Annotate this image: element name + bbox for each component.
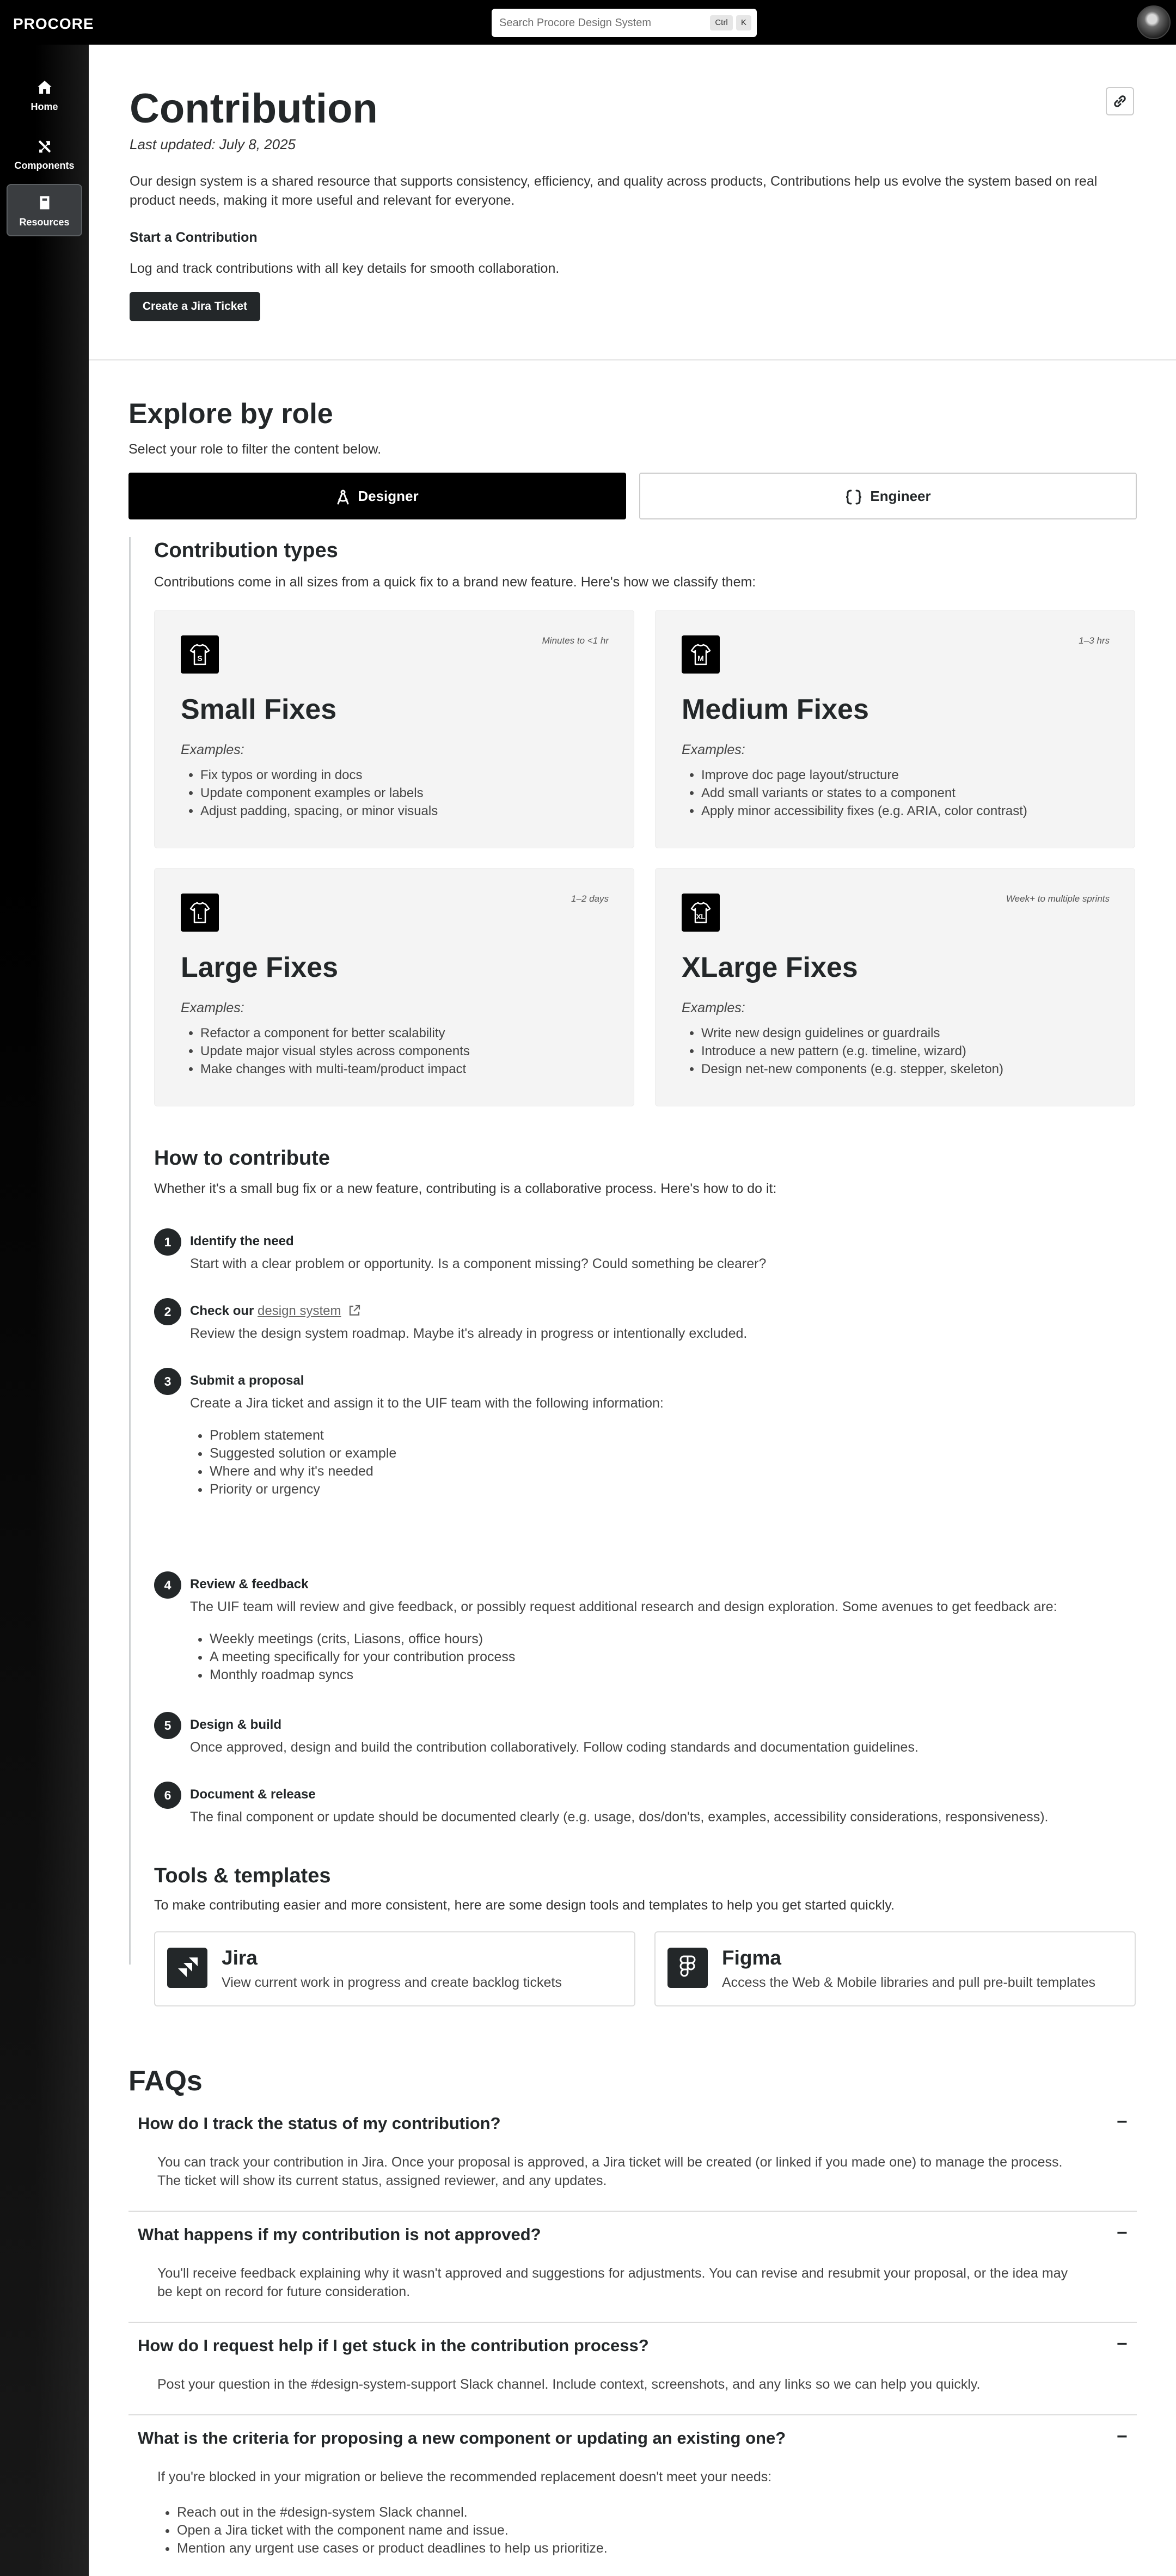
start-contribution-desc: Log and track contributions with all key details for smooth collaboration. <box>130 261 560 276</box>
examples-label: Examples: <box>181 1000 244 1015</box>
collapse-icon[interactable]: − <box>1117 2334 1128 2354</box>
faq-answer: You'll receive feedback explaining why it wasn't approved and suggestions for adjustments. You can revise and resubmit your proposal, or the idea may be kept on record for future consideration. <box>157 2266 1068 2299</box>
step-list <box>210 1427 396 1498</box>
role-tabs <box>128 473 1137 521</box>
tools-subtitle: To make contributing easier and more consistent, here are some design tools and templates to help you get started quickly. <box>154 1898 895 1913</box>
examples-list <box>200 766 438 820</box>
contribution-card-medium <box>655 610 1135 848</box>
step-number: 2 <box>154 1298 181 1325</box>
faq-divider <box>128 2414 1137 2415</box>
collapse-icon[interactable]: − <box>1117 2223 1128 2243</box>
list-item: • Weekly meetings (crits, Liasons, office hours) <box>210 1630 515 1648</box>
faq-divider <box>128 2322 1137 2323</box>
faq-question[interactable]: How do I track the status of my contribution? <box>138 2114 501 2133</box>
card-title: Large Fixes <box>181 952 339 983</box>
shirt-size-icon <box>682 635 720 674</box>
tools-heading: Tools & templates <box>154 1864 331 1887</box>
examples-list <box>200 1024 470 1078</box>
sidebar-item-label: Components <box>14 160 75 171</box>
sidebar-item-label: Home <box>30 101 58 112</box>
faq-answer: You can track your contribution in Jira. Once your proposal is approved, a Jira ticket will be created (or linked if you made one) to manage the process. The ticket will show its current status, assigned reviewer, and any updates. <box>157 2155 1063 2188</box>
page-title: Contribution <box>130 85 378 132</box>
step-number: 3 <box>154 1368 181 1395</box>
list-item: • Update component examples or labels <box>200 784 438 802</box>
tools-icon <box>35 137 54 156</box>
how-to-contribute-subtitle: Whether it's a small bug fix or a new feature, contributing is a collaborative process. Here's how to do it: <box>154 1181 777 1196</box>
step-desc: The final component or update should be documented clearly (e.g. usage, dos/don'ts, examples, accessibility considerations, responsiveness). <box>190 1809 1049 1825</box>
step-title-prefix: Check our <box>190 1304 254 1318</box>
shirt-size-icon <box>181 635 219 674</box>
list-item: • Make changes with multi-team/product impact <box>200 1060 470 1078</box>
create-jira-ticket-button[interactable]: Create a Jira Ticket <box>130 292 260 321</box>
tab-engineer[interactable] <box>639 473 1137 519</box>
time-estimate: 1–2 days <box>571 894 609 904</box>
tab-label: Engineer <box>870 488 931 504</box>
step-desc: The UIF team will review and give feedback, or possibly request additional research and design exploration. Some avenues to get feedback are: <box>190 1599 1057 1614</box>
step-title: Submit a proposal <box>190 1373 304 1388</box>
contribution-types-heading: Contribution types <box>154 539 338 562</box>
top-bar <box>0 0 1176 45</box>
faq-answer-list <box>177 2504 608 2557</box>
tool-card-jira[interactable] <box>154 1931 635 2006</box>
explore-heading: Explore by role <box>128 398 333 430</box>
list-item: • Fix typos or wording in docs <box>200 766 438 784</box>
shirt-size-icon <box>682 894 720 932</box>
step-title: Identify the need <box>190 1234 294 1249</box>
step-desc: Create a Jira ticket and assign it to the UIF team with the following information: <box>190 1396 664 1411</box>
tab-label: Designer <box>358 488 419 504</box>
last-updated: Last updated: July 8, 2025 <box>130 136 296 152</box>
examples-list <box>701 766 1027 820</box>
intro-text: Our design system is a shared resource that supports consistency, efficiency, and quality across products, Contributions help us evolve the system based on real product needs, making it more useful and relevant for everyone. <box>130 174 1098 208</box>
contribution-card-large <box>154 868 634 1106</box>
section-divider <box>89 359 1176 360</box>
book-icon <box>35 194 54 212</box>
sidebar-item-resources[interactable] <box>7 184 82 236</box>
step-title: Document & release <box>190 1787 316 1802</box>
card-title: Small Fixes <box>181 694 337 725</box>
examples-list <box>701 1024 1003 1078</box>
figma-icon <box>667 1948 708 1988</box>
contribution-types-subtitle: Contributions come in all sizes from a quick fix to a brand new feature. Here's how we classify them: <box>154 574 756 590</box>
list-item: • Update major visual styles across components <box>200 1042 470 1060</box>
time-estimate: Week+ to multiple sprints <box>1006 894 1110 904</box>
faq-answer: If you're blocked in your migration or believe the recommended replacement doesn't meet your needs: <box>157 2469 772 2485</box>
list-item: • Apply minor accessibility fixes (e.g. ARIA, color contrast) <box>701 802 1027 820</box>
examples-label: Examples: <box>181 742 244 757</box>
design-system-link[interactable]: design system <box>258 1304 341 1318</box>
sidebar-item-components[interactable] <box>7 129 82 181</box>
search-box[interactable] <box>492 9 757 37</box>
list-item: • Reach out in the #design-system Slack channel. <box>177 2504 608 2522</box>
start-contribution-heading: Start a Contribution <box>130 230 258 245</box>
list-item: • Design net-new components (e.g. stepper, skeleton) <box>701 1060 1003 1078</box>
explore-subtitle: Select your role to filter the content below. <box>128 442 382 457</box>
step-list <box>210 1630 515 1684</box>
faq-divider <box>128 2211 1137 2212</box>
sidebar-item-home[interactable] <box>7 70 82 122</box>
step-number: 1 <box>154 1228 181 1256</box>
card-title: Medium Fixes <box>682 694 869 725</box>
list-item: • Mention any urgent use cases or product deadlines to help us prioritize. <box>177 2540 608 2557</box>
step-title <box>190 1304 361 1319</box>
faqs-heading: FAQs <box>128 2065 203 2097</box>
how-to-contribute-heading: How to contribute <box>154 1147 330 1170</box>
sidebar-item-label: Resources <box>19 217 70 228</box>
braces-icon <box>845 489 862 505</box>
step-number: 4 <box>154 1571 181 1599</box>
shortcut-ctrl-key: Ctrl <box>710 15 733 30</box>
tab-designer[interactable] <box>128 473 626 519</box>
main-content <box>89 45 1176 2576</box>
avatar[interactable] <box>1137 5 1171 39</box>
faq-answer: Post your question in the #design-system-support Slack channel. Include context, screenshots, and any links so we can help you quickly. <box>157 2377 981 2392</box>
svg-text:S: S <box>197 654 203 663</box>
step-desc: Start with a clear problem or opportunity. Is a component missing? Could something be clearer? <box>190 1256 767 1271</box>
tool-card-figma[interactable] <box>654 1931 1136 2006</box>
procore-logo[interactable]: PROCORE <box>13 15 94 32</box>
svg-text:L: L <box>197 912 203 921</box>
link-icon <box>1106 87 1134 115</box>
copy-link-button[interactable] <box>1106 87 1134 115</box>
list-item: • Refactor a component for better scalability <box>200 1024 470 1042</box>
list-item: • Improve doc page layout/structure <box>701 766 1027 784</box>
list-item: • A meeting specifically for your contribution process <box>210 1648 515 1666</box>
search-input[interactable] <box>499 14 706 32</box>
list-item: • Introduce a new pattern (e.g. timeline, wizard) <box>701 1042 1003 1060</box>
sidebar <box>0 45 89 2576</box>
time-estimate: 1–3 hrs <box>1079 635 1110 646</box>
card-title: XLarge Fixes <box>682 952 858 983</box>
step-title: Design & build <box>190 1717 281 1732</box>
list-item: • Write new design guidelines or guardrails <box>701 1024 1003 1042</box>
step-number: 5 <box>154 1712 181 1739</box>
list-item: • Monthly roadmap syncs <box>210 1666 515 1684</box>
faq-question[interactable]: What happens if my contribution is not approved? <box>138 2225 541 2244</box>
jira-icon <box>167 1948 207 1988</box>
examples-label: Examples: <box>682 742 745 757</box>
svg-text:XL: XL <box>696 913 706 921</box>
list-item: • Adjust padding, spacing, or minor visuals <box>200 802 438 820</box>
shortcut-k-key: K <box>736 15 751 30</box>
tool-desc: Access the Web & Mobile libraries and pull pre-built templates <box>722 1975 1095 1990</box>
shirt-size-icon <box>181 894 219 932</box>
collapse-icon[interactable]: − <box>1117 2426 1128 2447</box>
collapse-icon[interactable]: − <box>1117 2112 1128 2132</box>
faq-question[interactable]: How do I request help if I get stuck in the contribution process? <box>138 2336 649 2355</box>
list-item: • Where and why it's needed <box>210 1463 396 1480</box>
tool-desc: View current work in progress and create backlog tickets <box>222 1975 562 1990</box>
svg-text:M: M <box>697 654 704 663</box>
examples-label: Examples: <box>682 1000 745 1015</box>
step-desc: Once approved, design and build the contribution collaboratively. Follow coding standards and documentation guidelines. <box>190 1740 918 1755</box>
faq-question[interactable]: What is the criteria for proposing a new component or updating an existing one? <box>138 2428 786 2447</box>
step-title: Review & feedback <box>190 1577 309 1592</box>
step-number: 6 <box>154 1782 181 1809</box>
step-desc: Review the design system roadmap. Maybe it's already in progress or intentionally excluded. <box>190 1326 748 1341</box>
list-item: • Add small variants or states to a component <box>701 784 1027 802</box>
home-icon <box>35 78 54 97</box>
tool-name: Figma <box>722 1947 781 1969</box>
list-item: • Problem statement <box>210 1427 396 1445</box>
compass-icon <box>336 489 350 505</box>
tool-name: Jira <box>222 1947 258 1969</box>
contribution-card-xlarge <box>655 868 1135 1106</box>
external-link-icon[interactable] <box>348 1304 361 1317</box>
list-item: • Priority or urgency <box>210 1480 396 1498</box>
list-item: • Suggested solution or example <box>210 1445 396 1463</box>
contribution-card-small <box>154 610 634 848</box>
time-estimate: Minutes to <1 hr <box>542 635 609 646</box>
list-item: • Open a Jira ticket with the component name and issue. <box>177 2522 608 2540</box>
content-rail <box>129 537 131 1965</box>
